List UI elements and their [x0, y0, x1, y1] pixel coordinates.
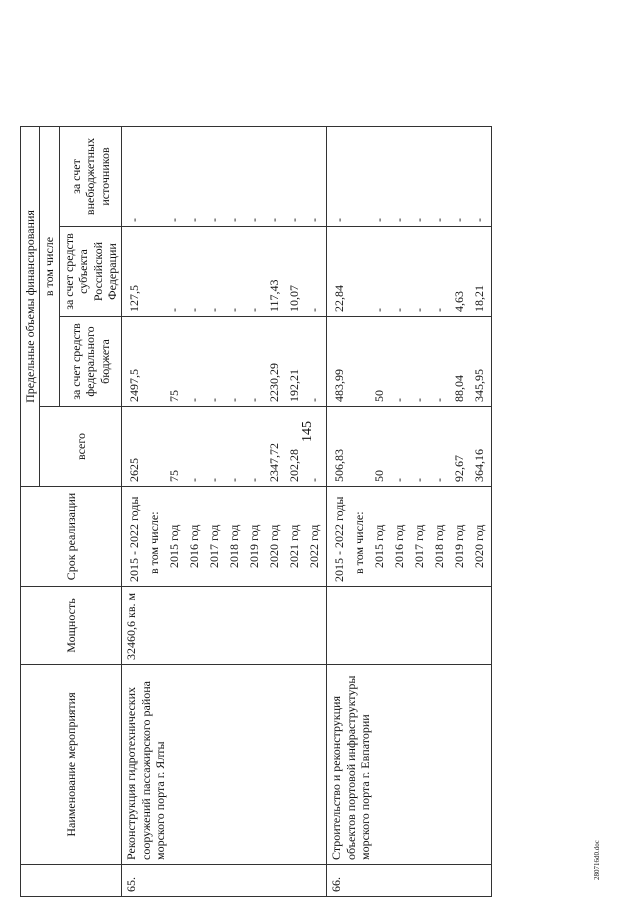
total-value: -: [392, 478, 407, 482]
total-value: -: [307, 478, 322, 482]
period-value: 2018 год: [432, 524, 447, 568]
total-value: -: [412, 478, 427, 482]
regional-value: -: [227, 308, 242, 312]
including-header: в том числе: [40, 127, 59, 407]
total-value: 2347,72: [267, 443, 282, 482]
regional-value: -: [372, 308, 387, 312]
capacity-value: [327, 587, 492, 665]
period-cell: [122, 487, 327, 587]
extrabudget-cell: [327, 127, 492, 227]
regional-value: 10,07: [287, 285, 302, 312]
capacity-value: 32460,6 кв. м: [122, 587, 327, 665]
regional-value: -: [432, 308, 447, 312]
regional-value: -: [247, 308, 262, 312]
footer-filename: 280716d0.doc: [593, 840, 601, 880]
extrabudget-value: -: [452, 218, 467, 222]
extrabudget-value: -: [307, 218, 322, 222]
extrabudget-value: -: [127, 218, 142, 222]
total-value: -: [247, 478, 262, 482]
federal-value: 88,04: [452, 375, 467, 402]
total-cell: [122, 407, 327, 487]
federal-value: -: [187, 398, 202, 402]
regional-value: -: [207, 308, 222, 312]
federal-value: -: [392, 398, 407, 402]
federal-value: -: [307, 398, 322, 402]
regional-value: -: [187, 308, 202, 312]
extrabudget-value: -: [412, 218, 427, 222]
period-value: 2015 год: [372, 524, 387, 568]
total-value: 364,16: [472, 449, 487, 482]
total-value: -: [432, 478, 447, 482]
row-number: 65.: [122, 865, 327, 897]
extrabudget-value: -: [432, 218, 447, 222]
total-header: всего: [40, 407, 122, 487]
regional-value: -: [307, 308, 322, 312]
funding-table: [20, 126, 492, 897]
federal-value: -: [412, 398, 427, 402]
extrabudget-value: -: [392, 218, 407, 222]
regional-value: -: [167, 308, 182, 312]
federal-value: [349, 321, 369, 402]
table-header: [21, 127, 122, 897]
federal-cell: [327, 317, 492, 407]
regional-header: за счет средств субъекта Российской Федерации: [59, 227, 122, 317]
federal-value: -: [227, 398, 242, 402]
extrabudget-value: [144, 131, 164, 222]
table-row: [327, 127, 492, 897]
regional-value: 127,5: [127, 285, 142, 312]
activity-name: Реконструкция гидротехнических сооружений пассажирского района морского порта г. Ялты: [122, 665, 327, 865]
extrabudget-value: -: [227, 218, 242, 222]
federal-value: 2497,5: [127, 369, 142, 402]
regional-value: [349, 231, 369, 312]
period-value: 2020 год: [267, 524, 282, 568]
total-value: -: [187, 478, 202, 482]
extrabudget-value: -: [332, 218, 347, 222]
extrabudget-header: за счет внебюджетных источников: [59, 127, 122, 227]
total-value: 92,67: [452, 455, 467, 482]
table-row: [122, 127, 327, 897]
total-value: -: [227, 478, 242, 482]
regional-value: 4,63: [452, 291, 467, 312]
regional-cell: [327, 227, 492, 317]
period-value: 2022 год: [307, 524, 322, 568]
total-cell: [327, 407, 492, 487]
period-value: 2017 год: [207, 524, 222, 568]
period-value: 2019 год: [247, 524, 262, 568]
num-header: [21, 865, 122, 897]
regional-value: 117,43: [267, 279, 282, 312]
federal-value: 50: [372, 390, 387, 402]
table-body: [122, 127, 492, 897]
row-number: 66.: [327, 865, 492, 897]
period-cell: [327, 487, 492, 587]
total-value: -: [207, 478, 222, 482]
total-value: 506,83: [332, 449, 347, 482]
extrabudget-value: [349, 131, 369, 222]
extrabudget-cell: [122, 127, 327, 227]
extrabudget-value: -: [372, 218, 387, 222]
federal-value: 483,99: [332, 369, 347, 402]
extrabudget-value: -: [267, 218, 282, 222]
federal-value: 192,21: [287, 369, 302, 402]
period-value: 2018 год: [227, 524, 242, 568]
extrabudget-value: -: [207, 218, 222, 222]
period-value: в том числе:: [147, 511, 162, 574]
period-value: 2016 год: [392, 524, 407, 568]
extrabudget-value: -: [287, 218, 302, 222]
total-value: 2625: [127, 458, 142, 482]
total-value: 50: [372, 470, 387, 482]
federal-value: -: [207, 398, 222, 402]
extrabudget-value: -: [187, 218, 202, 222]
extrabudget-value: -: [247, 218, 262, 222]
federal-cell: [122, 317, 327, 407]
federal-value: 2230,29: [267, 363, 282, 402]
federal-value: 75: [167, 390, 182, 402]
federal-value: -: [247, 398, 262, 402]
total-value: [349, 411, 369, 482]
federal-value: [144, 321, 164, 402]
extrabudget-value: -: [472, 218, 487, 222]
period-header: Срок реализации: [21, 487, 122, 587]
period-value: 2019 год: [452, 524, 467, 568]
total-value: [144, 411, 164, 482]
period-value: 2017 год: [412, 524, 427, 568]
period-value: 2015 - 2022 годы: [332, 496, 347, 582]
period-value: 2016 год: [187, 524, 202, 568]
period-value: 2021 год: [287, 524, 302, 568]
funding-group-header: Предельные объемы финансирования: [21, 127, 40, 487]
regional-value: 18,21: [472, 285, 487, 312]
regional-cell: [122, 227, 327, 317]
page-number: 145: [300, 421, 315, 442]
capacity-header: Мощность: [21, 587, 122, 665]
period-value: 2015 год: [167, 524, 182, 568]
regional-value: -: [412, 308, 427, 312]
regional-value: 22,84: [332, 285, 347, 312]
federal-header: за счет средств федерального бюджета: [59, 317, 122, 407]
period-value: 2015 - 2022 годы: [127, 496, 142, 582]
period-value: 2020 год: [472, 524, 487, 568]
name-header: Наименование мероприятия: [21, 665, 122, 865]
activity-name: Строительство и реконструкция объектов портовой инфраструктуры морского порта г. Евпатории: [327, 665, 492, 865]
regional-value: [144, 231, 164, 312]
regional-value: -: [392, 308, 407, 312]
extrabudget-value: -: [167, 218, 182, 222]
federal-value: -: [432, 398, 447, 402]
period-value: в том числе:: [352, 511, 367, 574]
total-value: 75: [167, 470, 182, 482]
federal-value: 345,95: [472, 369, 487, 402]
total-value: 202,28: [287, 449, 302, 482]
